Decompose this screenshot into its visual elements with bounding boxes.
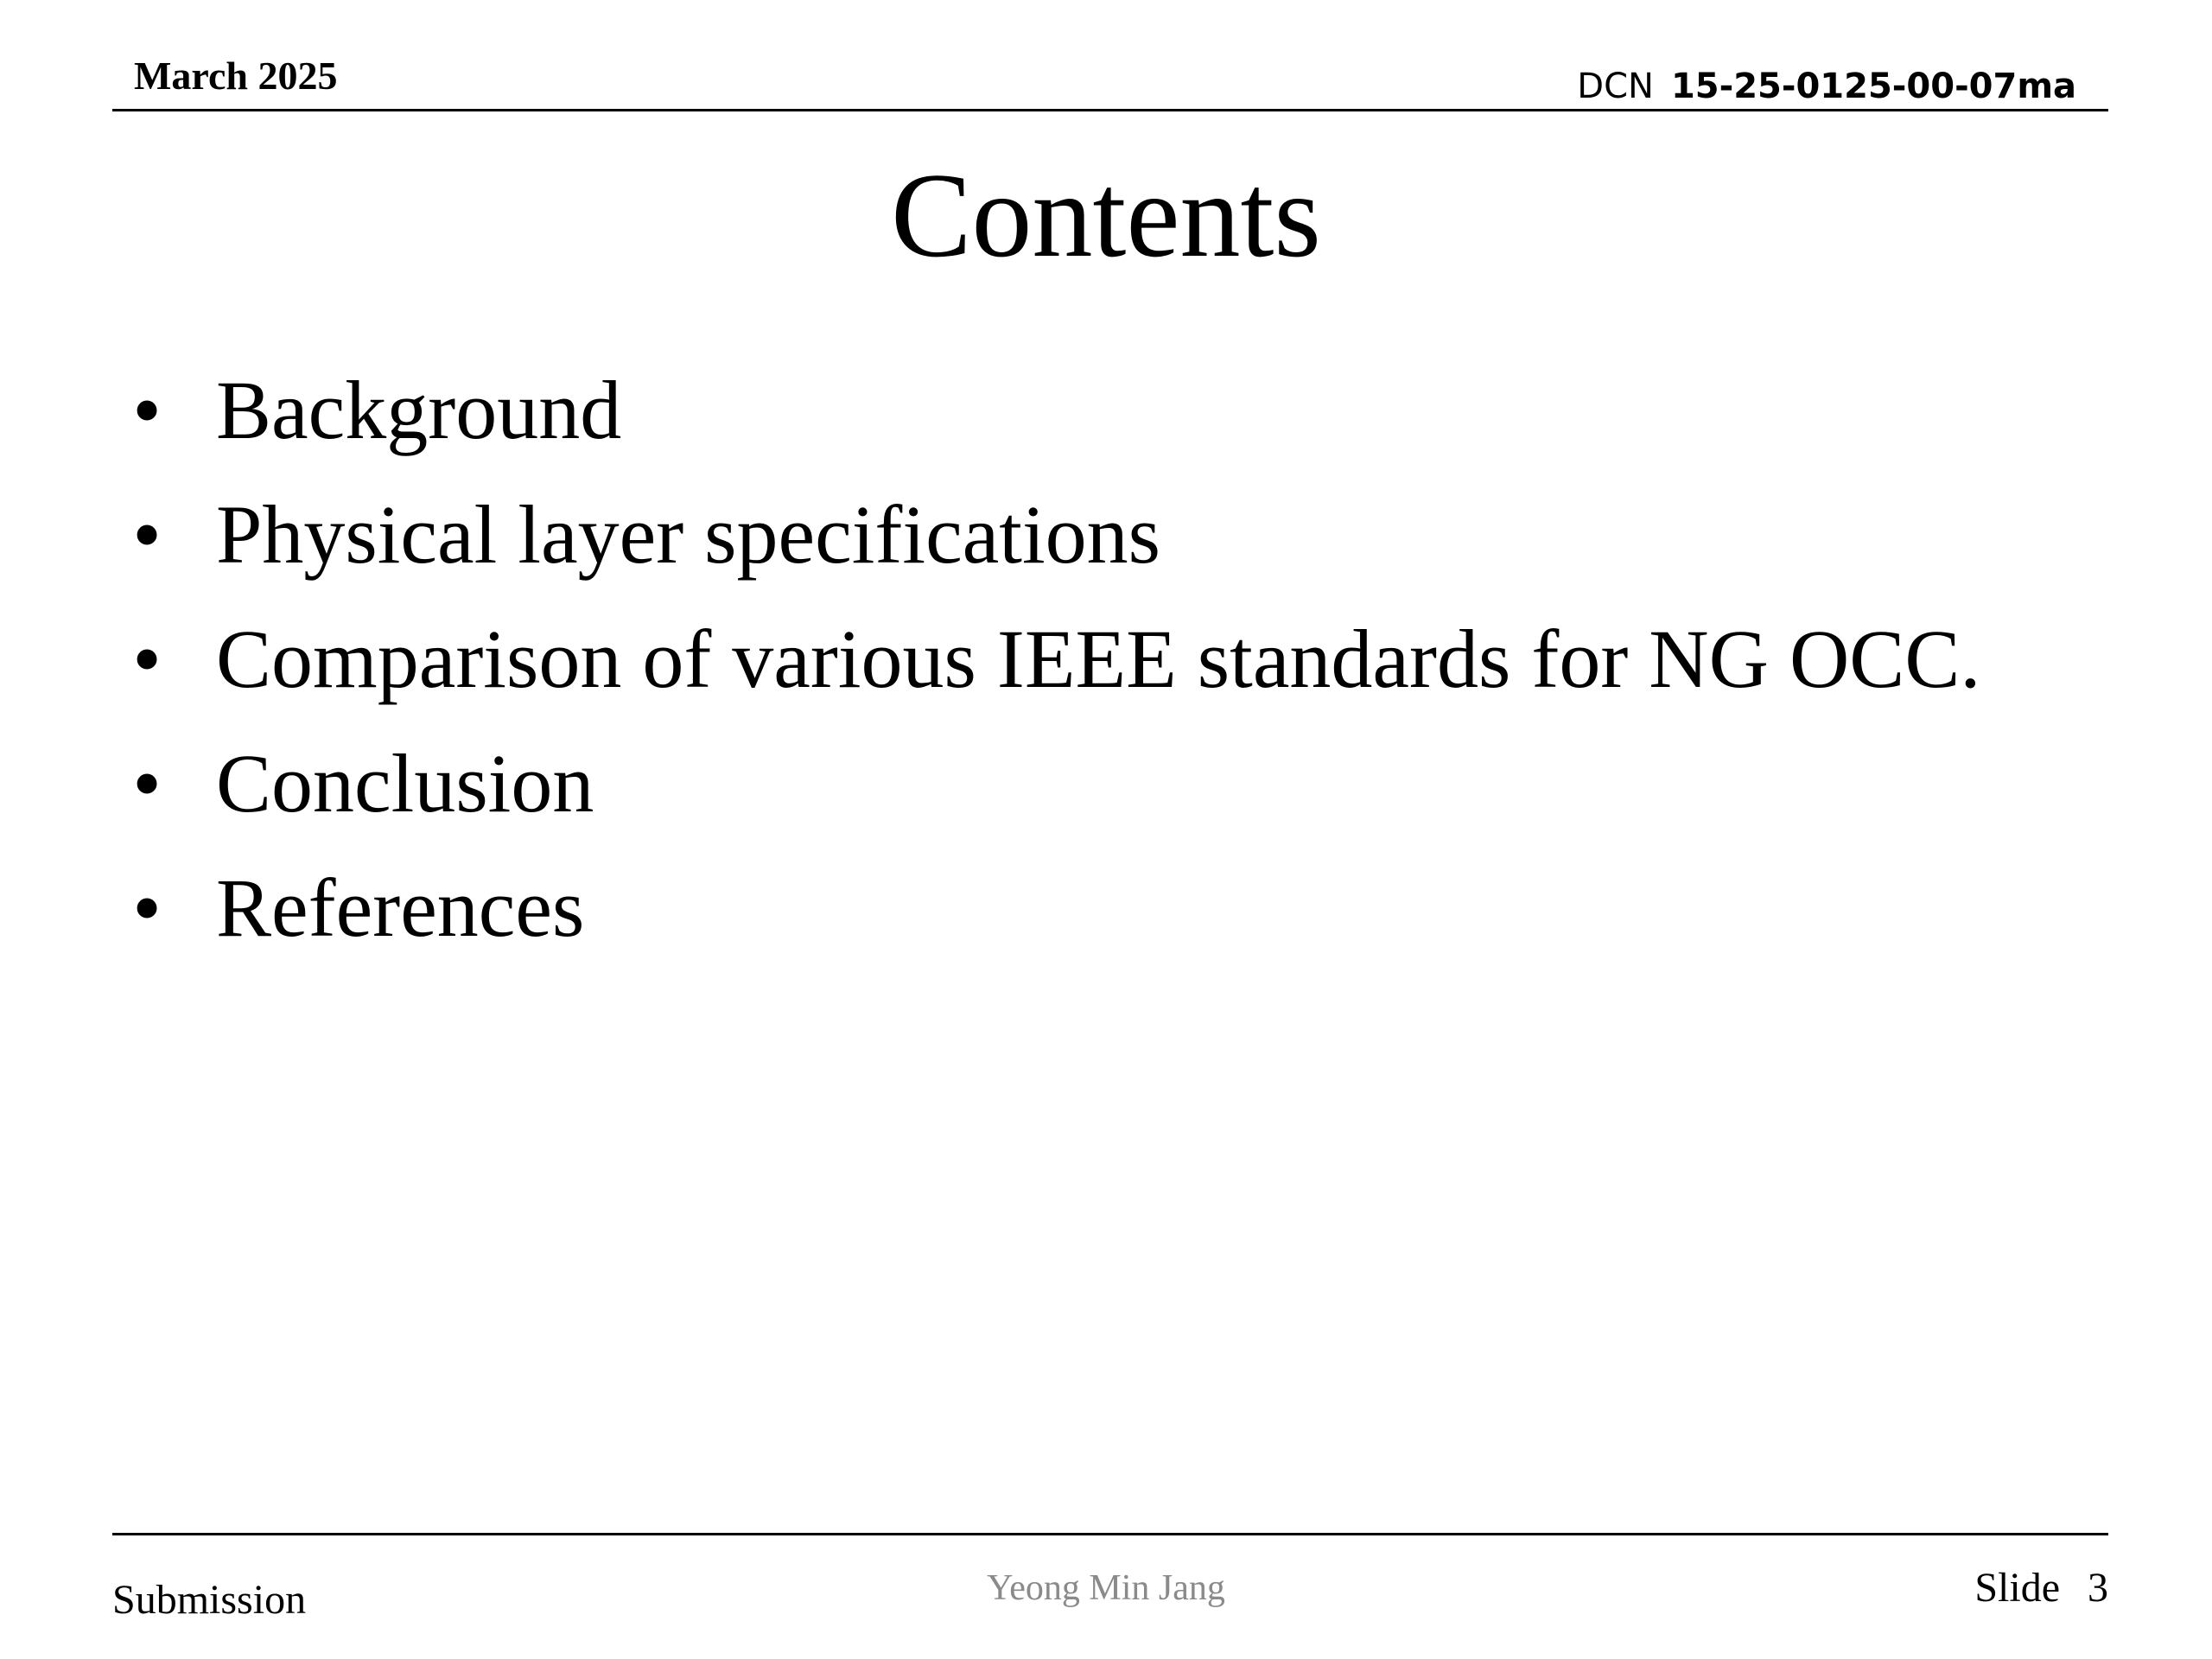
slide-number: 3: [2088, 1565, 2108, 1611]
header-date: March 2025: [134, 54, 338, 98]
dcn-number: 15-25-0125-00-07ma: [1670, 67, 2076, 106]
list-item-text: Comparison of various IEEE standards for NG OCC.: [216, 613, 1981, 705]
footer-slide-number: [1974, 1562, 2108, 1614]
bullet-icon: •: [132, 613, 162, 705]
footer-divider: [112, 1533, 2108, 1535]
bullet-icon: •: [132, 737, 162, 830]
list-item-text: References: [216, 861, 585, 954]
list-item-text: Background: [216, 364, 622, 456]
header-dcn: [1577, 62, 2076, 111]
dcn-label: DCN: [1577, 67, 1654, 106]
bullet-icon: •: [132, 364, 162, 456]
list-item-text: Physical layer specifications: [216, 488, 1160, 581]
list-item-text: Conclusion: [216, 737, 594, 830]
slide-label: Slide: [1974, 1565, 2060, 1611]
header-divider: [112, 109, 2108, 111]
bullet-icon: •: [132, 488, 162, 581]
footer-author: Yeong Min Jang: [987, 1568, 1225, 1608]
footer-submission: Submission: [112, 1577, 307, 1623]
bullet-icon: •: [132, 861, 162, 954]
slide-title: Contents: [891, 149, 1321, 283]
